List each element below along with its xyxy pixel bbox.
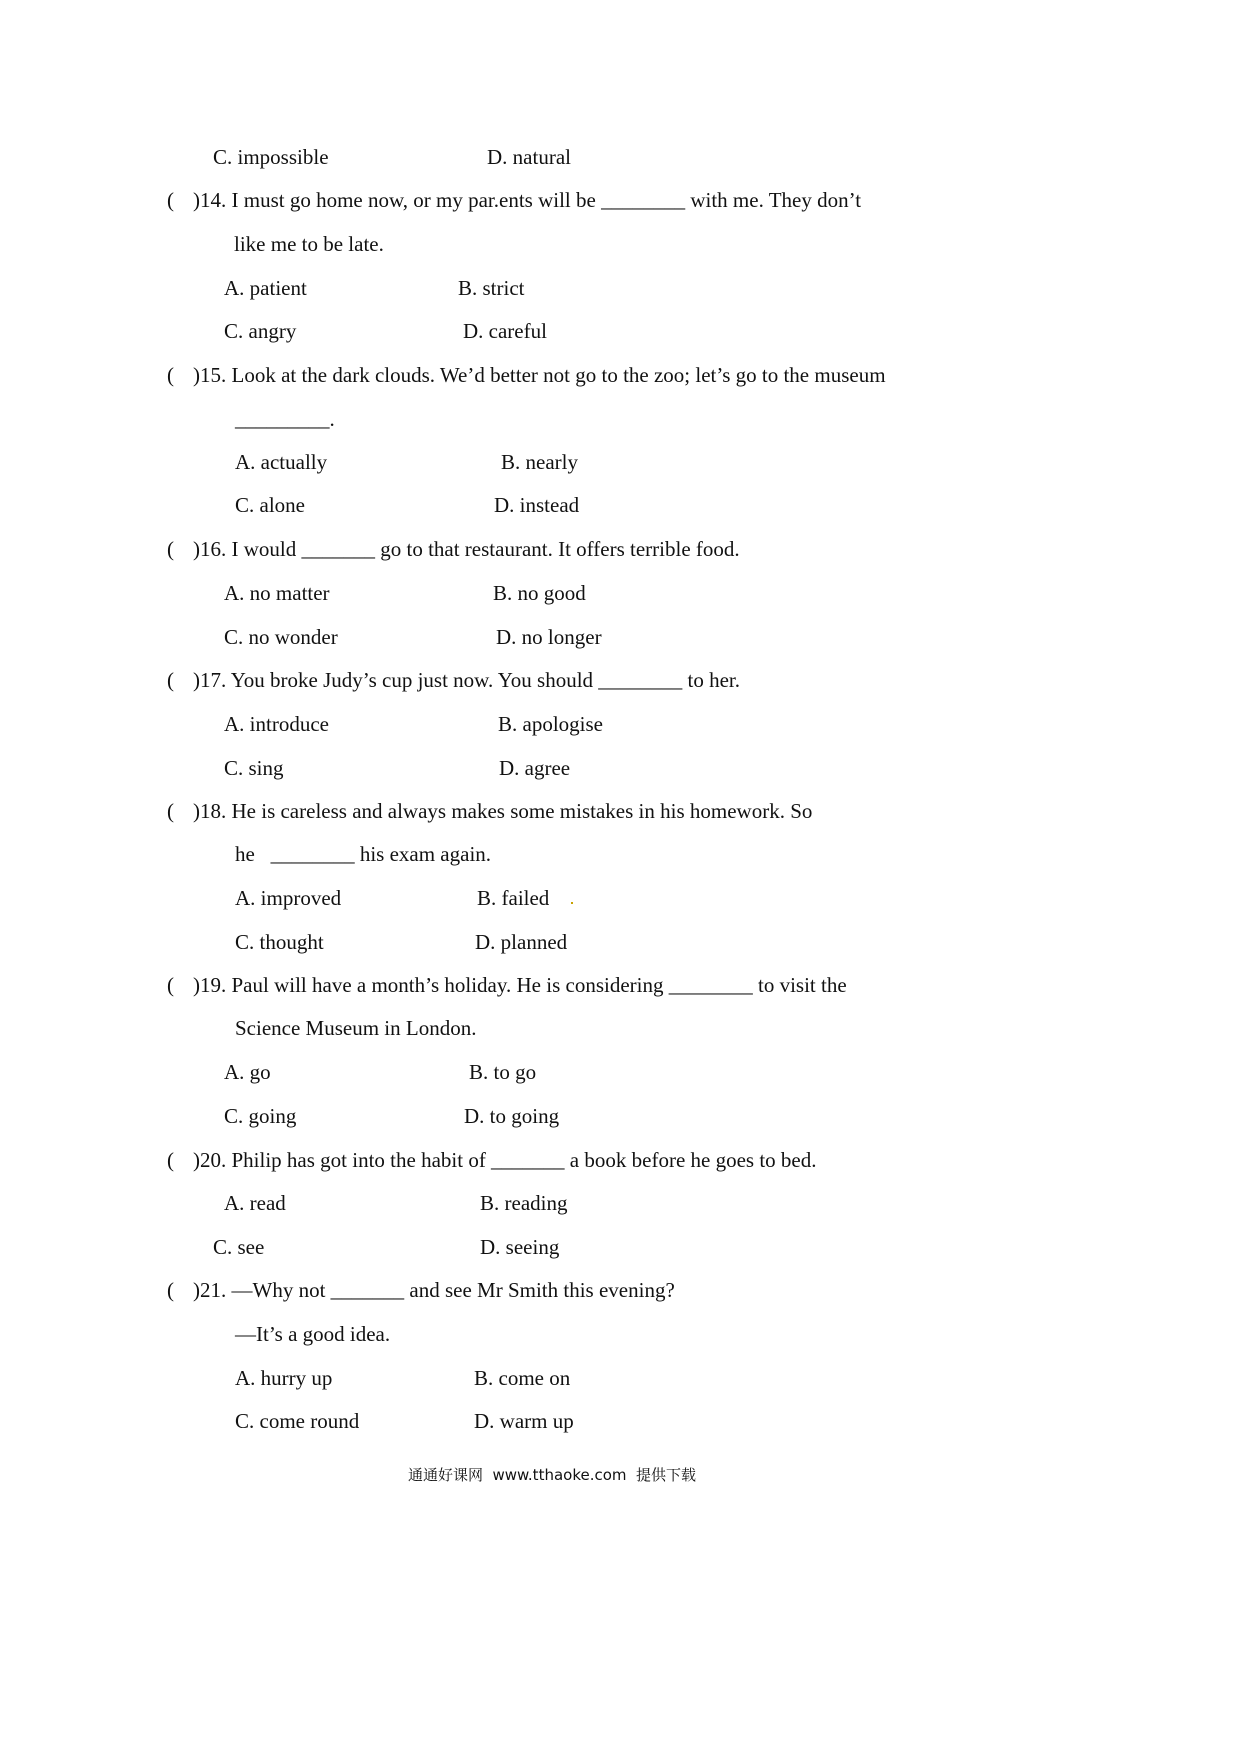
q16-stem-line1: )16. I would _______ go to that restaurant. It offers terrible food. [193, 537, 740, 561]
q21-option-a: A. hurry up [235, 1366, 333, 1390]
q18-option-a: A. improved [235, 886, 342, 910]
q19-stem-line1: )19. Paul will have a month’s holiday. He is considering ________ to visit the [193, 973, 847, 997]
q19-option-c: C. going [224, 1104, 297, 1128]
q18-paren: ( [167, 799, 174, 823]
q21-option-b: B. come on [474, 1366, 571, 1390]
q17-option-b: B. apologise [498, 712, 603, 736]
q15-stem-line2: _________. [235, 407, 335, 431]
q21-stem-line2: —It’s a good idea. [235, 1322, 391, 1346]
q20-option-a: A. read [224, 1191, 286, 1215]
q15-stem-line1: )15. Look at the dark clouds. We’d better not go to the zoo; let’s go to the museum [193, 363, 886, 387]
q13-option-d: D. natural [487, 145, 571, 169]
q17-option-c: C. sing [224, 756, 284, 780]
q15-option-d: D. instead [494, 493, 580, 517]
q16-option-d: D. no longer [496, 625, 602, 649]
q20-paren: ( [167, 1148, 174, 1172]
q13-option-c: C. impossible [213, 145, 329, 169]
q14-paren: ( [167, 188, 174, 212]
q19-stem-line2: Science Museum in London. [235, 1016, 477, 1040]
q16-option-c: C. no wonder [224, 625, 338, 649]
q18-option-b: B. failed [477, 886, 550, 910]
q14-stem-line1: )14. I must go home now, or my par.ents will be ________ with me. They don’t [193, 188, 862, 212]
q19-option-b: B. to go [469, 1060, 537, 1084]
q17-stem-line1: )17. You broke Judy’s cup just now. You should ________ to her. [193, 668, 741, 692]
q14-option-d: D. careful [463, 319, 547, 343]
q19-paren: ( [167, 973, 174, 997]
q18-option-d: D. planned [475, 930, 568, 954]
scan-speck [571, 902, 573, 904]
q18-option-c: C. thought [235, 930, 324, 954]
q20-option-b: B. reading [480, 1191, 568, 1215]
q15-option-c: C. alone [235, 493, 305, 517]
q17-option-a: A. introduce [224, 712, 329, 736]
q21-stem-line1: )21. —Why not _______ and see Mr Smith this evening? [193, 1278, 675, 1302]
q18-stem-line1: )18. He is careless and always makes some mistakes in his homework. So [193, 799, 813, 823]
q18-stem-line2: he ________ his exam again. [235, 842, 492, 866]
q17-paren: ( [167, 668, 174, 692]
q20-stem-line1: )20. Philip has got into the habit of _______ a book before he goes to bed. [193, 1148, 817, 1172]
q20-option-d: D. seeing [480, 1235, 560, 1259]
q15-paren: ( [167, 363, 174, 387]
q14-option-c: C. angry [224, 319, 297, 343]
q16-paren: ( [167, 537, 174, 561]
q21-option-d: D. warm up [474, 1409, 574, 1433]
q15-option-a: A. actually [235, 450, 328, 474]
q15-option-b: B. nearly [501, 450, 578, 474]
page-footer: 通通好课网 www.tthaoke.com 提供下载 [407, 1466, 697, 1484]
q21-paren: ( [167, 1278, 174, 1302]
q20-option-c: C. see [213, 1235, 265, 1259]
q17-option-d: D. agree [499, 756, 571, 780]
q19-option-a: A. go [224, 1060, 271, 1084]
q21-option-c: C. come round [235, 1409, 360, 1433]
q14-stem-line2: like me to be late. [234, 232, 384, 256]
q19-option-d: D. to going [464, 1104, 560, 1128]
q14-option-a: A. patient [224, 276, 307, 300]
q16-option-b: B. no good [493, 581, 586, 605]
q16-option-a: A. no matter [224, 581, 330, 605]
q14-option-b: B. strict [458, 276, 525, 300]
